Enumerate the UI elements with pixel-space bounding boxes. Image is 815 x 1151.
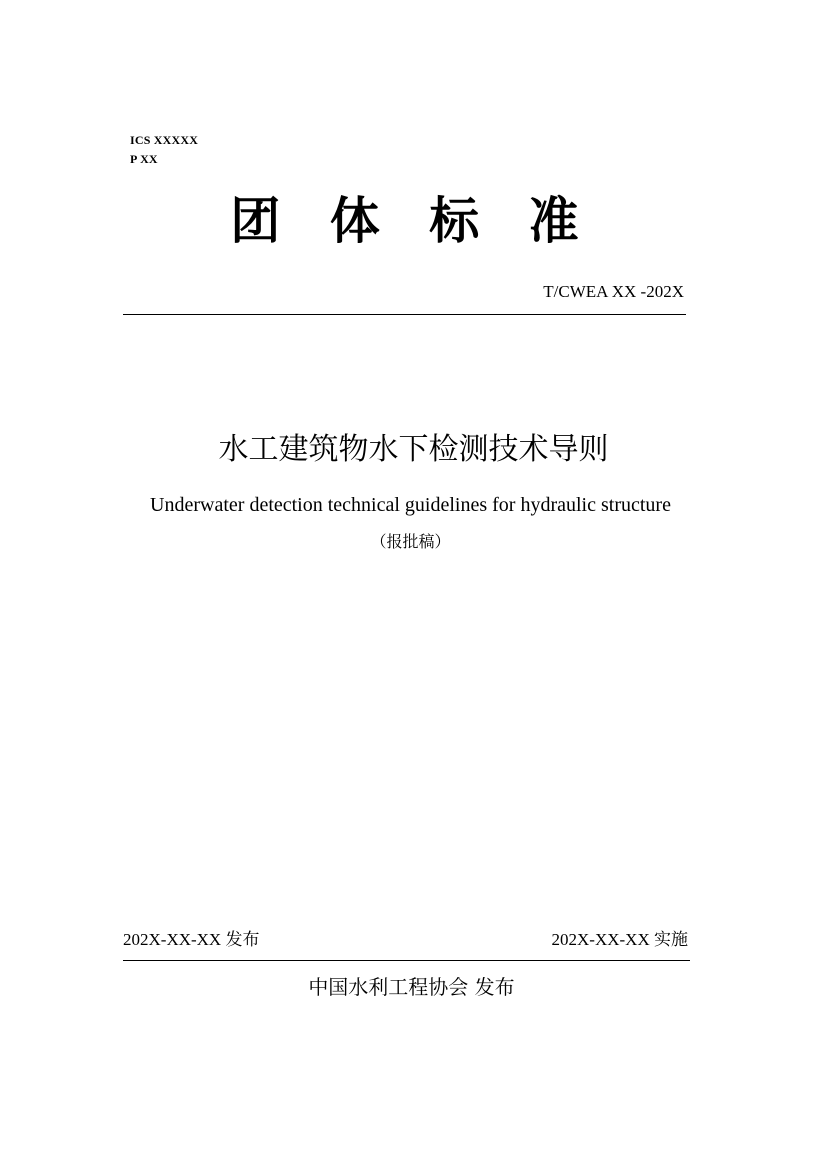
standard-number: T/CWEA XX -202X [543, 282, 684, 301]
classification-codes [130, 131, 198, 169]
implementation-date: 202X-XX-XX 实施 [551, 930, 688, 949]
draft-status: （报批稿） [370, 532, 451, 551]
publish-date: 202X-XX-XX 发布 [123, 930, 260, 949]
footer-divider [123, 960, 690, 961]
publisher: 中国水利工程协会 发布 [308, 975, 515, 999]
document-title-english: Underwater detection technical guidelines for hydraulic structure [150, 494, 671, 516]
document-title-chinese: 水工建筑物水下检测技术导则 [218, 432, 609, 467]
ics-code: ICS XXXXX [130, 133, 199, 147]
header-divider [123, 314, 686, 315]
p-code: P XX [130, 152, 158, 166]
standard-type-title: 团 体 标 准 [230, 191, 595, 250]
